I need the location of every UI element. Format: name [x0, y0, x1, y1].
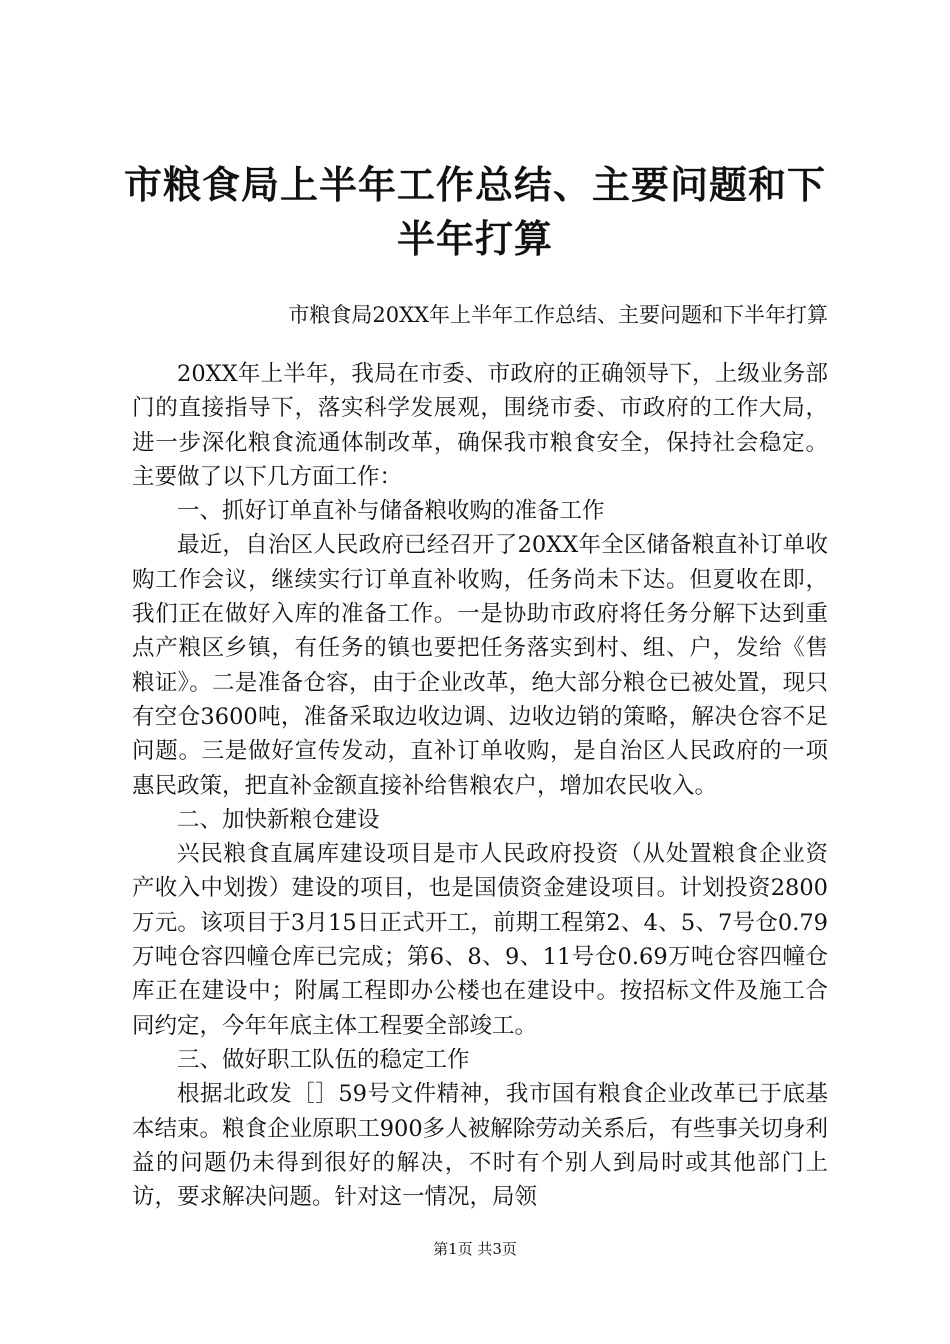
paragraph-intro: 20XX年上半年，我局在市委、市政府的正确领导下，上级业务部门的直接指导下，落实科学发展观，围绕市委、市政府的工作大局，进一步深化粮食流通体制改革，确保我市粮食安全，保持社会稳定。主要做了以下几方面工作： — [132, 361, 828, 490]
page-title: 市粮食局上半年工作总结、主要问题和下半年打算 — [123, 163, 826, 261]
section-heading-2: 二、加快新粮仓建设 — [177, 806, 380, 833]
section-heading-1: 一、抓好订单直补与储备粮收购的准备工作 — [177, 498, 605, 525]
paragraph-section-2: 兴民粮食直属库建设项目是市人民政府投资（从处置粮食企业资产收入中划拨）建设的项目，也是国债资金建设项目。计划投资2800万元。该项目于3月15日正式开工，前期工程第2、4、5、7号仓0.79万吨仓容四幢仓库已完成；第6、8、9、11号仓0.69万吨仓容四幢仓库正在建设中；附属工程即办公楼也在建设中。按招标文件及施工合同约定，今年年底主体工程要全部竣工。 — [132, 841, 828, 1039]
document-body — [132, 357, 828, 1214]
section-heading-3: 三、做好职工队伍的稳定工作 — [177, 1046, 470, 1073]
paragraph-section-3: 根据北政发［］59号文件精神，我市国有粮食企业改革已于底基本结束。粮食企业原职工900多人被解除劳动关系后，有些事关切身利益的问题仍未得到很好的解决，不时有个别人到局时或其他部门上访，要求解决问题。针对这一情况，局领 — [132, 1081, 828, 1211]
document-subtitle: 市粮食局20XX年上半年工作总结、主要问题和下半年打算 — [288, 303, 828, 327]
page-footer: 第1页 共3页 — [433, 1240, 517, 1258]
paragraph-section-1: 最近，自治区人民政府已经召开了20XX年全区储备粮直补订单收购工作会议，继续实行订单直补收购，任务尚未下达。但夏收在即，我们正在做好入库的准备工作。一是协助市政府将任务分解下达到重点产粮区乡镇，有任务的镇也要把任务落实到村、组、户，发给《售粮证》。二是准备仓容，由于企业改革，绝大部分粮仓已被处置，现只有空仓3600吨，准备采取边收边调、边收边销的策略，解决仓容不足问题。三是做好宣传发动，直补订单收购，是自治区人民政府的一项惠民政策，把直补金额直接补给售粮农户，增加农民收入。 — [132, 532, 828, 799]
